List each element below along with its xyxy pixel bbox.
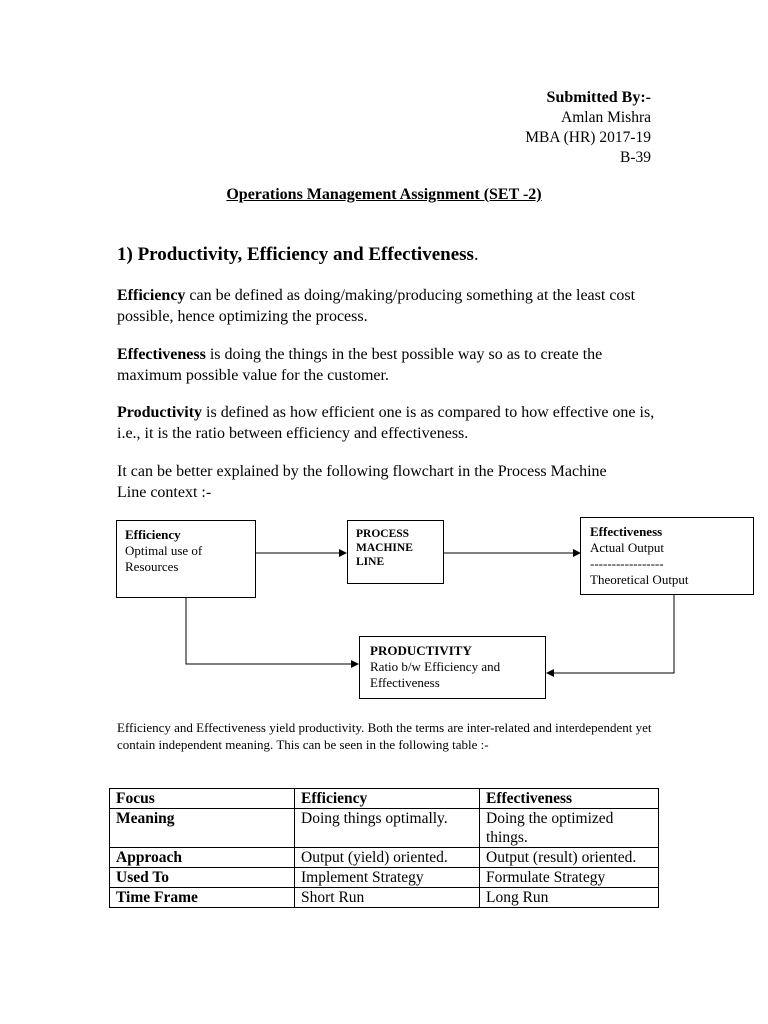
table-row	[110, 868, 659, 888]
table-header-cell: Efficiency	[295, 789, 480, 809]
productivity-box-line: Effectiveness	[370, 675, 440, 690]
table-cell: Doing the optimized things.	[480, 809, 659, 848]
efficiency-box-line: Resources	[125, 559, 179, 574]
table-row	[110, 848, 659, 868]
table-cell: Implement Strategy	[295, 868, 480, 888]
table-intro: Efficiency and Effectiveness yield productivity. Both the terms are inter-related and interdependent yet contain independent meaning. This can be seen in the following table :-	[117, 720, 652, 752]
effectiveness-numerator: Actual Output	[590, 540, 665, 555]
document-title: Operations Management Assignment (SET -2)	[226, 186, 542, 203]
submitter-roll: B-39	[620, 149, 651, 166]
productivity-box-title: PRODUCTIVITY	[370, 643, 472, 658]
process-box-line: MACHINE	[356, 542, 413, 554]
table-cell: Output (yield) oriented.	[295, 848, 480, 868]
table-cell: Formulate Strategy	[480, 868, 659, 888]
efficiency-box-line: Optimal use of	[125, 543, 203, 558]
table-cell: Time Frame	[110, 888, 295, 908]
table-row	[110, 809, 659, 848]
process-box-line: PROCESS	[356, 528, 410, 540]
table-cell: Doing things optimally.	[295, 809, 480, 848]
productivity-box	[359, 636, 546, 699]
effectiveness-denominator: Theoretical Output	[590, 572, 689, 587]
effectiveness-box	[580, 517, 754, 595]
table-header-row	[110, 789, 659, 809]
efficiency-paragraph: Efficiency can be defined as doing/making/producing something at the least cost possible, hence optimizing the process.	[117, 287, 636, 325]
table-cell: Long Run	[480, 888, 659, 908]
submitted-heading: Submitted By:-	[546, 89, 651, 106]
submitter-program: MBA (HR) 2017-19	[525, 129, 651, 146]
table-header-cell: Focus	[110, 789, 295, 809]
efficiency-box-title: Efficiency	[125, 527, 181, 542]
table-cell: Output (result) oriented.	[480, 848, 659, 868]
submitter-name: Amlan Mishra	[561, 109, 651, 126]
table-cell: Short Run	[295, 888, 480, 908]
comparison-table	[109, 788, 659, 908]
productivity-paragraph: Productivity is defined as how efficient one is as compared to how effective one is, i.e., it is the ratio between efficiency and effectiveness.	[117, 404, 655, 442]
table-cell: Used To	[110, 868, 295, 888]
arrow-effectiveness-to-productivity	[547, 595, 674, 673]
efficiency-box	[116, 520, 256, 598]
arrow-efficiency-to-productivity	[186, 598, 358, 664]
flowchart-intro: It can be better explained by the following flowchart in the Process Machine Line context :-	[117, 463, 607, 501]
effectiveness-paragraph: Effectiveness is doing the things in the best possible way so as to create the maximum possible value for the customer.	[117, 346, 603, 384]
table-cell: Meaning	[110, 809, 295, 848]
process-box-line: LINE	[356, 556, 385, 568]
section-heading: 1) Productivity, Efficiency and Effectiveness.	[117, 244, 479, 265]
effectiveness-box-title: Effectiveness	[590, 524, 663, 539]
effectiveness-divider: -----------------	[590, 556, 664, 571]
table-cell: Approach	[110, 848, 295, 868]
productivity-box-line: Ratio b/w Efficiency and	[370, 659, 501, 674]
table-header-cell: Effectiveness	[480, 789, 659, 809]
table-row	[110, 888, 659, 908]
process-machine-line-box	[347, 520, 444, 584]
